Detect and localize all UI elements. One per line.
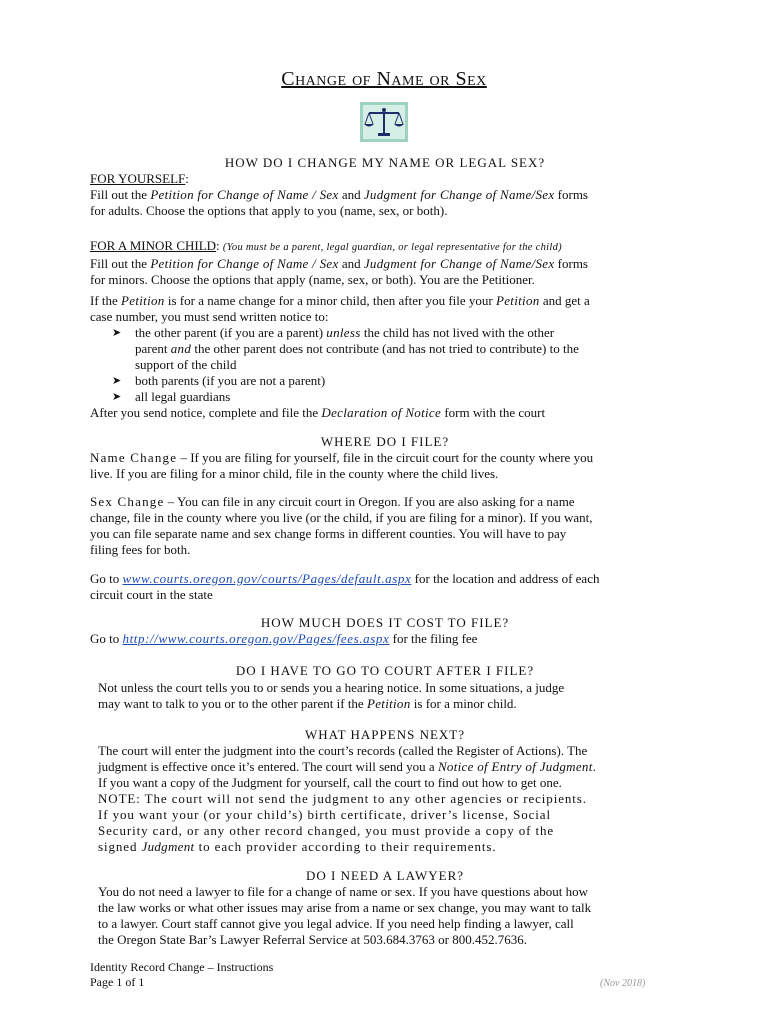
text: . bbox=[592, 759, 596, 774]
petition-word: Petition bbox=[121, 293, 165, 308]
page-number: Page 1 of 1 bbox=[90, 975, 145, 989]
arrowhead-bullet-icon: ➤ bbox=[112, 375, 122, 387]
section-next bbox=[98, 743, 688, 855]
text: You do not need a lawyer to file for a change of name or sex. If you have questions about how bbox=[98, 884, 589, 899]
text: Go to bbox=[90, 631, 123, 646]
text: both parents (if you are not a parent) bbox=[135, 373, 326, 388]
text: forms bbox=[554, 256, 588, 271]
text: the Oregon State Bar’s Lawyer Referral Service at 503.684.3763 or 800.452.7636. bbox=[98, 932, 528, 947]
page-footer bbox=[90, 960, 273, 990]
heading-how: HOW DO I CHANGE MY NAME OR LEGAL SEX? bbox=[224, 155, 546, 170]
text: support of the child bbox=[135, 357, 237, 372]
text: forms bbox=[554, 187, 588, 202]
text: and get a bbox=[539, 293, 590, 308]
text: and bbox=[338, 187, 364, 202]
arrowhead-bullet-icon: ➤ bbox=[112, 327, 122, 339]
text: may want to talk to you or to the other parent if the bbox=[98, 696, 367, 711]
name-change-label: Name Change bbox=[90, 450, 178, 465]
text: the child has not lived with the other bbox=[360, 325, 555, 340]
section-sex-change bbox=[90, 494, 680, 558]
heading-next: WHAT HAPPENS NEXT? bbox=[304, 727, 466, 742]
list-item bbox=[90, 389, 680, 405]
text: filing fees for both. bbox=[90, 542, 191, 557]
section-lawyer bbox=[98, 884, 688, 948]
list-item bbox=[90, 325, 680, 373]
colon: : bbox=[185, 171, 189, 186]
emphasis: and bbox=[170, 341, 192, 356]
text: If the bbox=[90, 293, 122, 308]
list-item bbox=[90, 373, 680, 389]
petition-word: Petition bbox=[496, 293, 540, 308]
revision-date: (Nov 2018) bbox=[600, 978, 646, 989]
minor-note: (You must be a parent, legal guardian, or legal representative for the child) bbox=[222, 242, 562, 253]
section-yourself bbox=[90, 171, 680, 219]
notice-of-entry: Notice of Entry of Judgment bbox=[437, 759, 593, 774]
text: judgment is effective once it’s entered. The court will send you a bbox=[98, 759, 438, 774]
section-notice bbox=[90, 293, 680, 421]
text: the other parent does not contribute (and has not tried to contribute) to the bbox=[191, 341, 579, 356]
arrowhead-bullet-icon: ➤ bbox=[112, 391, 122, 403]
heading-where: WHERE DO I FILE? bbox=[320, 434, 450, 449]
declaration-form-name: Declaration of Notice bbox=[321, 405, 442, 420]
text: signed bbox=[98, 839, 142, 854]
text: for the location and address of each bbox=[411, 571, 600, 586]
text: is for a name change for a minor child, then after you file your bbox=[164, 293, 496, 308]
section-go-to-courts bbox=[90, 571, 680, 603]
text: and bbox=[338, 256, 364, 271]
label-for-minor-child: FOR A MINOR CHILD bbox=[90, 238, 217, 253]
text: The court will enter the judgment into the court’s records (called the Register of Actions). The bbox=[98, 743, 588, 758]
text: – If you are filing for yourself, file in the circuit court for the county where you bbox=[177, 450, 594, 465]
sex-change-label: Sex Change bbox=[90, 494, 165, 509]
judgment-word: Judgment bbox=[141, 839, 195, 854]
scales-of-justice-icon bbox=[357, 100, 411, 144]
heading-court: DO I HAVE TO GO TO COURT AFTER I FILE? bbox=[235, 663, 535, 678]
text: Fill out the bbox=[90, 256, 151, 271]
text: for the filing fee bbox=[389, 631, 478, 646]
text: case number, you must send written notice to: bbox=[90, 309, 329, 324]
judgment-form-name: Judgment for Change of Name/Sex bbox=[363, 256, 555, 271]
colon: : bbox=[216, 238, 223, 253]
text: for minors. Choose the options that apply (name, sex, or both). You are the Petitioner. bbox=[90, 272, 535, 287]
text: form with the court bbox=[441, 405, 546, 420]
text: If you want your (or your child’s) birth certificate, driver’s license, Social bbox=[98, 807, 551, 822]
text: change, file in the county where you live (or the child, if you are filing for a minor). If you want, bbox=[90, 510, 593, 525]
text: the law works or what other issues may arise from a name or sex change, you may want to talk bbox=[98, 900, 592, 915]
text: NOTE: The court will not send the judgment to any other agencies or recipients. bbox=[98, 791, 587, 806]
petition-word: Petition bbox=[366, 696, 411, 711]
document-title: Change of Name or Sex bbox=[281, 68, 487, 90]
text: Security card, or any other record changed, you must provide a copy of the bbox=[98, 823, 555, 838]
text: Fill out the bbox=[90, 187, 151, 202]
emphasis: unless bbox=[326, 325, 361, 340]
section-court bbox=[98, 680, 688, 712]
text: for adults. Choose the options that apply to you (name, sex, or both). bbox=[90, 203, 448, 218]
section-cost bbox=[90, 631, 680, 647]
text: you can file separate name and sex change forms in different counties. You will have to pay bbox=[90, 526, 567, 541]
judgment-form-name: Judgment for Change of Name/Sex bbox=[363, 187, 555, 202]
text: is for a minor child. bbox=[410, 696, 517, 711]
text: circuit court in the state bbox=[90, 587, 213, 602]
heading-lawyer: DO I NEED A LAWYER? bbox=[305, 868, 465, 883]
text: If you want a copy of the Judgment for yourself, call the court to find out how to get one. bbox=[98, 775, 562, 790]
section-name-change bbox=[90, 450, 680, 482]
section-minor bbox=[90, 238, 680, 288]
fees-link[interactable]: http://www.courts.oregon.gov/Pages/fees.aspx bbox=[122, 631, 390, 646]
text: to each provider according to their requirements. bbox=[194, 839, 497, 854]
text: After you send notice, complete and file the bbox=[90, 405, 322, 420]
courts-link[interactable]: www.courts.oregon.gov/courts/Pages/default.aspx bbox=[122, 571, 412, 586]
notice-list bbox=[90, 325, 680, 405]
footer-title: Identity Record Change – Instructions bbox=[90, 960, 274, 974]
text: the other parent (if you are a parent) bbox=[135, 325, 327, 340]
heading-cost: HOW MUCH DOES IT COST TO FILE? bbox=[260, 615, 510, 630]
text: – You can file in any circuit court in Oregon. If you are also asking for a name bbox=[164, 494, 575, 509]
text: live. If you are filing for a minor child, file in the county where the child lives. bbox=[90, 466, 499, 481]
text: Not unless the court tells you to or sends you a hearing notice. In some situations, a judge bbox=[98, 680, 565, 695]
text: parent bbox=[135, 341, 171, 356]
label-for-yourself: FOR YOURSELF bbox=[90, 171, 186, 186]
text: Go to bbox=[90, 571, 123, 586]
text: all legal guardians bbox=[135, 389, 231, 404]
petition-form-name: Petition for Change of Name / Sex bbox=[150, 187, 339, 202]
petition-form-name: Petition for Change of Name / Sex bbox=[150, 256, 339, 271]
text: to a lawyer. Court staff cannot give you legal advice. If you need help finding a lawyer, call bbox=[98, 916, 574, 931]
